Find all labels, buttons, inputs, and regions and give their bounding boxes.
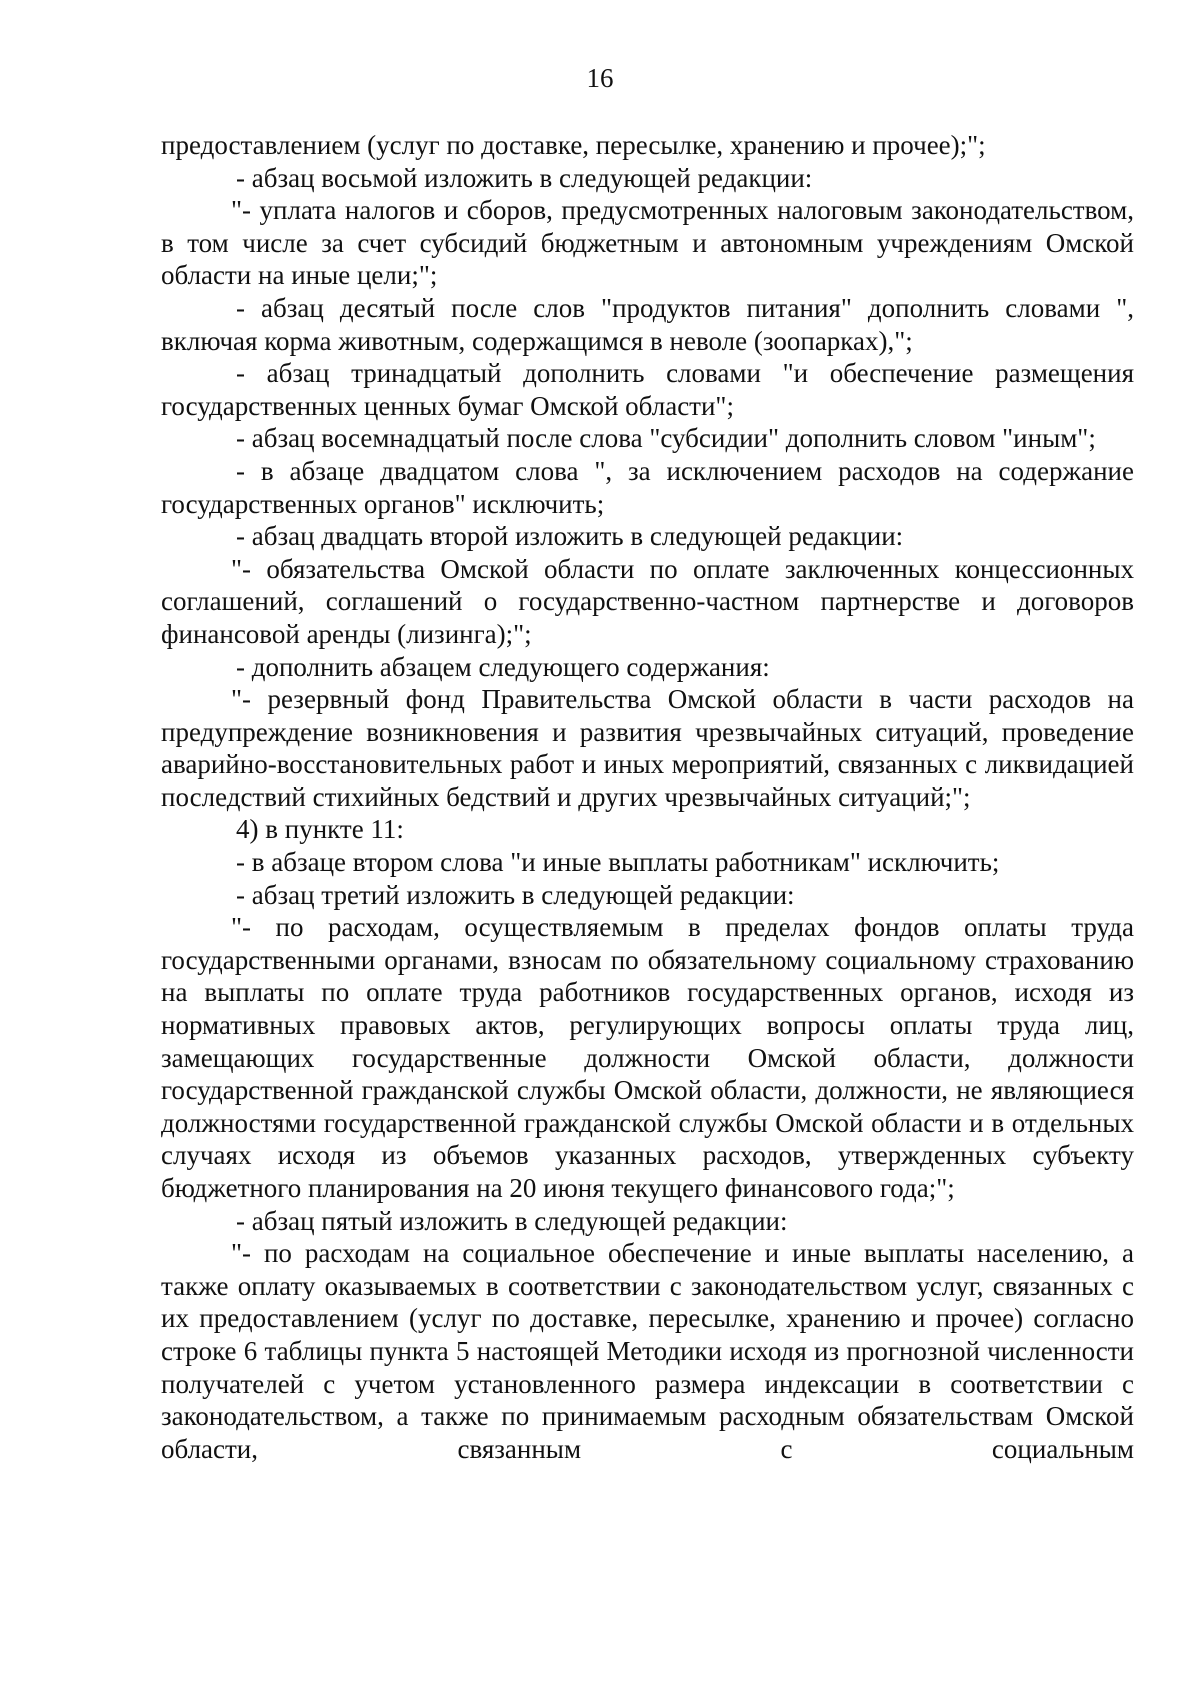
paragraph-14: - абзац третий изложить в следующей редакции: — [236, 879, 795, 910]
paragraph-10: - дополнить абзацем следующего содержания: — [236, 651, 770, 682]
paragraph-7: - в абзаце двадцатом слова ", за исключением расходов на содержание государственных органов" исключить; — [161, 455, 1134, 519]
paragraph-6: - абзац восемнадцатый после слова "субсидии" дополнить словом "иным"; — [236, 423, 1096, 454]
paragraph-4: - абзац десятый после слов "продуктов питания" дополнить словами ", включая корма животным, содержащимся в неволе (зоопарках),"; — [161, 292, 1134, 356]
page-number: 16 — [586, 63, 614, 93]
paragraph-16: - абзац пятый изложить в следующей редакции: — [236, 1205, 788, 1236]
paragraph-9: "- обязательства Омской области по оплате заключенных концессионных соглашений, соглашений о государственно-частном партнерстве и договоров финансовой аренды (лизинга);"; — [161, 553, 1134, 649]
paragraph-8: - абзац двадцать второй изложить в следующей редакции: — [236, 521, 904, 552]
paragraph-5: - абзац тринадцатый дополнить словами "и обеспечение размещения государственных ценных бумаг Омской области"; — [161, 358, 1134, 421]
paragraph-3: "- уплата налогов и сборов, предусмотренных налоговым законодательством, в том числе за счет субсидий бюджетным и автономным учреждениям Омской области на иные цели;"; — [161, 195, 1134, 291]
paragraph-12: 4) в пункте 11: — [236, 814, 404, 845]
document-body — [161, 129, 1134, 1465]
paragraph-15: "- по расходам, осуществляемым в пределах фондов оплаты труда государственными органами, взносам по обязательному социальному страхованию на выплаты по оплате труда работников государственных органов, исходя из нормативных правовых актов, регулирующих вопросы оплаты труда лиц, замещающих государственные должности Омской области, должности государственной гражданской службы Омской области, должности, не являющиеся должностями государственной гражданской службы Омской области и в отдельных случаях исходя из объемов указанных расходов, утвержденных субъекту бюджетного планирования на 20 июня текущего финансового года;"; — [161, 912, 1134, 1203]
paragraph-1: предоставлением (услуг по доставке, пересылке, хранению и прочее);"; — [161, 130, 986, 160]
paragraph-11: "- резервный фонд Правительства Омской области в части расходов на предупреждение возникновения и развития чрезвычайных ситуаций, проведение аварийно-восстановительных работ и иных мероприятий, связанных с ликвидацией последствий стихийных бедствий и других чрезвычайных ситуаций;"; — [161, 684, 1134, 812]
paragraph-13: - в абзаце втором слова "и иные выплаты работникам" исключить; — [236, 847, 1000, 878]
paragraph-17: "- по расходам на социальное обеспечение и иные выплаты населению, а также оплату оказываемых в соответствии с законодательством услуг, связанных с их предоставлением (услуг по доставке, пересылке, хранению и прочее) согласно строке 6 таблицы пункта 5 настоящей Методики исходя из прогнозной численности получателей с учетом установленного размера индексации в соответствии с законодательством, а также по принимаемым расходным обязательствам Омской области, связанным с социальным — [161, 1238, 1134, 1464]
paragraph-2: - абзац восьмой изложить в следующей редакции: — [236, 162, 813, 193]
